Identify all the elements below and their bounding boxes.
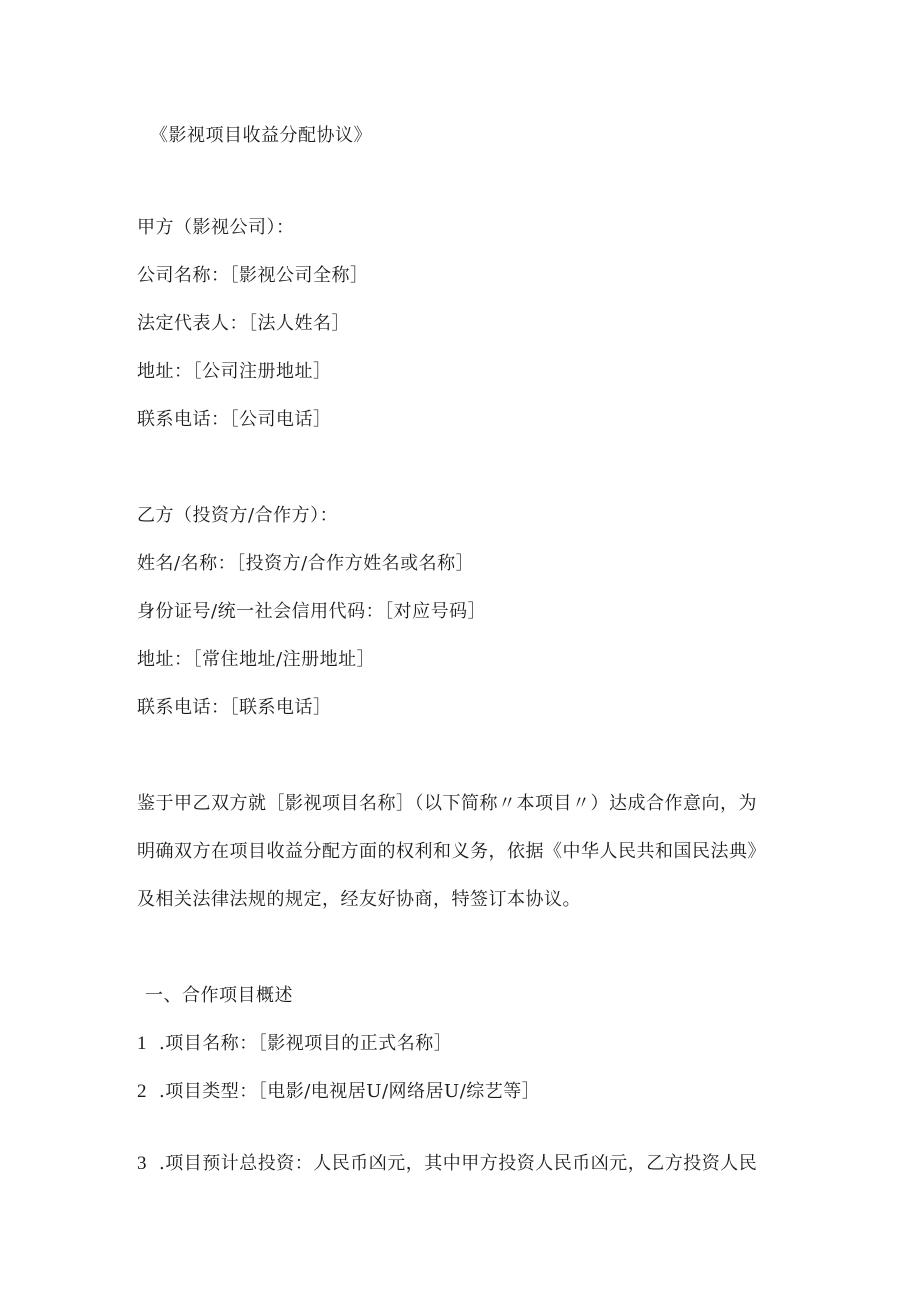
party-a-heading: 甲方（影视公司）： bbox=[137, 217, 295, 238]
party-a-legal-rep: 法定代表人：［法人姓名］ bbox=[137, 313, 350, 334]
party-a-address: 地址：［公司注册地址］ bbox=[137, 361, 332, 382]
party-b-id-number: 身份证号/统一社会信用代码：［对应号码］ bbox=[137, 601, 487, 622]
list-item bbox=[137, 1152, 757, 1176]
preamble-line-2: 明确双方在项目收益分配方面的权利和义务，依据《中华人民共和国民法典》 bbox=[137, 841, 766, 862]
item-number: 3 bbox=[137, 1153, 147, 1174]
preamble-line-3: 及相关法律法规的规定，经友好协商，特签订本协议。 bbox=[137, 889, 581, 910]
item-text: .项目类型：［电影/电视居U/网络居U/综艺等］ bbox=[159, 1081, 541, 1102]
document-title: 《影视项目收益分配协议》 bbox=[150, 125, 372, 146]
party-a-company-name: 公司名称：［影视公司全称］ bbox=[137, 265, 369, 286]
item-text: .项目预计总投资：人民币凶元，其中甲方投资人民币凶元，乙方投资人民 bbox=[159, 1153, 758, 1174]
item-number: 2 bbox=[137, 1081, 147, 1102]
party-a-phone: 联系电话：［公司电话］ bbox=[137, 409, 332, 430]
party-b-phone: 联系电话：［联系电话］ bbox=[137, 697, 332, 718]
preamble-line-1: 鉴于甲乙双方就［影视项目名称］（以下简称〃本项目〃）达成合作意向，为 bbox=[137, 793, 757, 814]
item-number: 1 bbox=[137, 1033, 147, 1054]
item-text: .项目名称：［影视项目的正式名称］ bbox=[159, 1033, 453, 1054]
list-item bbox=[137, 1080, 540, 1104]
party-b-name: 姓名/名称：［投资方/合作方姓名或名称］ bbox=[137, 553, 475, 574]
party-b-address: 地址：［常住地址/注册地址］ bbox=[137, 649, 376, 670]
party-b-heading: 乙方（投资方/合作方）： bbox=[137, 505, 339, 526]
list-item bbox=[137, 1032, 452, 1056]
section-1-title: 一、合作项目概述 bbox=[145, 985, 293, 1006]
